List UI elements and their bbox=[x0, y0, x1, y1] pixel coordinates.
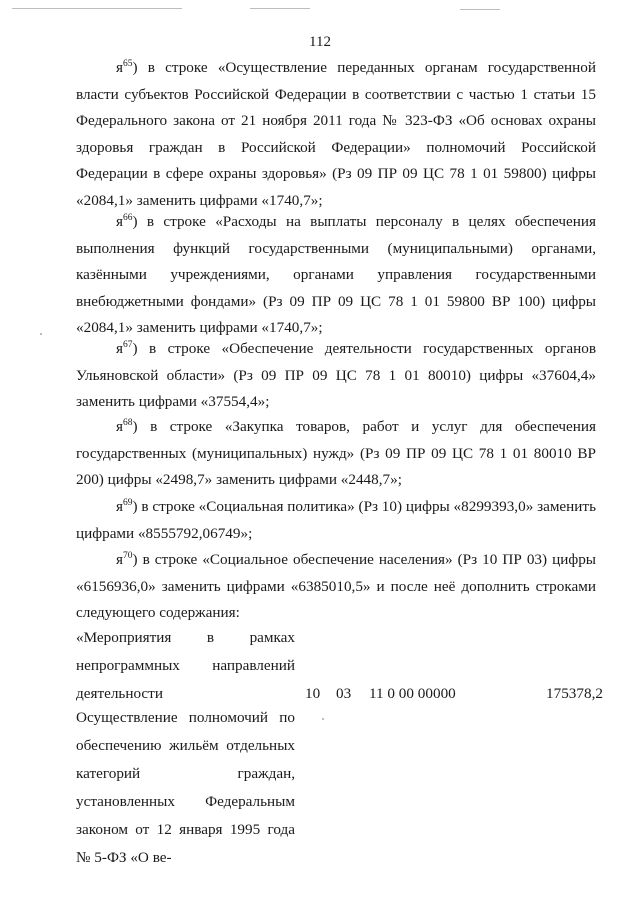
table-row-name: «Мероприятия в рамках непрограммных направлений деятельности bbox=[76, 629, 295, 702]
item-superscript: 69 bbox=[123, 497, 133, 508]
scan-artifact bbox=[460, 9, 500, 10]
item-letter: я bbox=[116, 551, 123, 568]
paragraph-text: ) в строке «Социальная политика» (Рз 10) цифры «8299393,0» заменить цифрами «8555792,06749»; bbox=[76, 498, 596, 542]
amendment-paragraph-70 bbox=[76, 547, 596, 627]
item-letter: я bbox=[116, 498, 123, 515]
amendment-paragraph-68 bbox=[76, 414, 596, 494]
item-letter: я bbox=[116, 418, 123, 435]
item-superscript: 65 bbox=[123, 58, 133, 69]
scan-artifact bbox=[40, 333, 42, 335]
item-superscript: 66 bbox=[123, 212, 133, 223]
paragraph-text: ) в строке «Расходы на выплаты персоналу в целях обеспечения выполнения функций государственными (муниципальными) органами, казёнными учреждениями, органами управления государственными внебюджетными фондами» (Рз 09 ПР 09 ЦС 78 1 01 59800 ВР 100) цифры «2084,1» заменить цифрами «1740,7»; bbox=[76, 213, 596, 337]
page-number: 112 bbox=[309, 34, 331, 50]
table-row-name: Осуществление полномочий по обеспечению жильём отдельных категорий граждан, установленных Федеральным законом от 12 января 1995 года № 5-ФЗ «О ве- bbox=[76, 709, 295, 866]
amendment-paragraph-65 bbox=[76, 55, 596, 215]
table-cell-rz: 10 bbox=[305, 685, 321, 702]
amendment-paragraph-67 bbox=[76, 336, 596, 416]
amendment-paragraph-69 bbox=[76, 494, 596, 547]
item-superscript: 67 bbox=[123, 339, 133, 350]
table-cell-cs: 11 0 00 00000 bbox=[369, 685, 456, 702]
item-letter: я bbox=[116, 340, 123, 357]
item-superscript: 68 bbox=[123, 417, 133, 428]
paragraph-text: ) в строке «Социальное обеспечение населения» (Рз 10 ПР 03) цифры «6156936,0» заменить цифрами «6385010,5» и после неё дополнить строками следующего содержания: bbox=[76, 551, 596, 622]
paragraph-text: ) в строке «Осуществление переданных органам государственной власти субъектов Российской Федерации в соответствии с частью 1 статьи 15 Федерального закона от 21 ноября 2011 года № 323-ФЗ «Об основах охраны здоровья граждан в Российской Федерации» полномочий Российской Федерации в сфере охраны здоровья» (Рз 09 ПР 09 ЦС 78 1 01 59800) цифры «2084,1» заменить цифрами «1740,7»; bbox=[76, 59, 596, 209]
item-superscript: 70 bbox=[123, 550, 133, 561]
paragraph-text: ) в строке «Обеспечение деятельности государственных органов Ульяновской области» (Рз 09 ПР 09 ЦС 78 1 01 80010) цифры «37604,4» заменить цифрами «37554,4»; bbox=[76, 340, 596, 411]
amendment-paragraph-66 bbox=[76, 209, 596, 342]
scan-artifact bbox=[322, 718, 324, 720]
item-letter: я bbox=[116, 59, 123, 76]
paragraph-text: ) в строке «Закупка товаров, работ и услуг для обеспечения государственных (муниципальных) нужд» (Рз 09 ПР 09 ЦС 78 1 01 80010 ВР 200) цифры «2498,7» заменить цифрами «2448,7»; bbox=[76, 418, 596, 489]
scan-artifact bbox=[250, 8, 310, 9]
table-cell-sum: 175378,2 bbox=[546, 685, 603, 702]
item-letter: я bbox=[116, 213, 123, 230]
table-cell-pr: 03 bbox=[336, 685, 352, 702]
scan-artifact bbox=[12, 8, 182, 9]
